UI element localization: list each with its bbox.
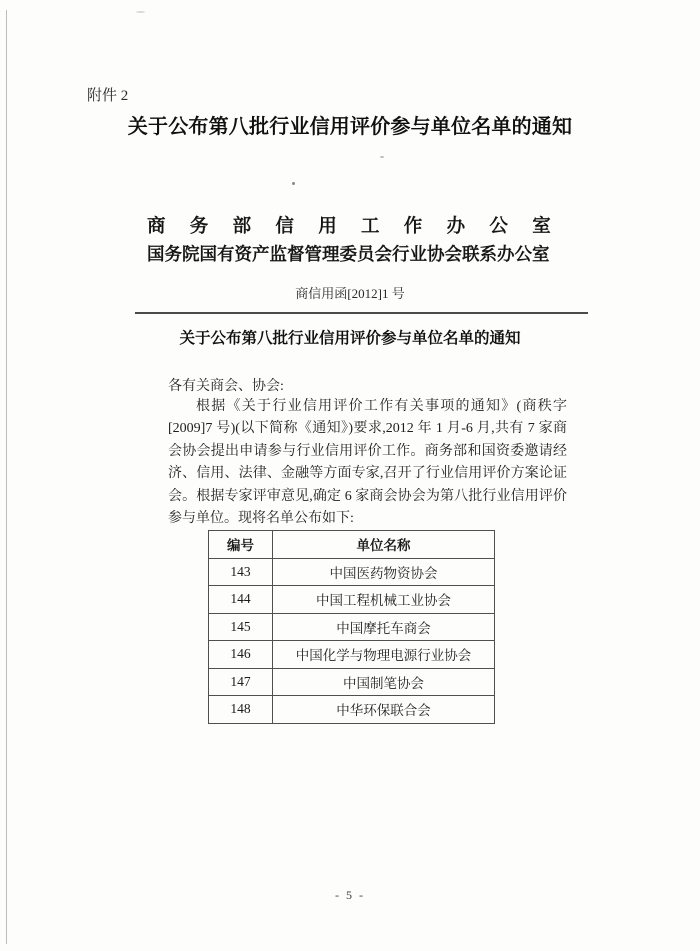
horizontal-rule [135, 312, 588, 314]
scan-edge-line [6, 10, 7, 944]
issuer-block [147, 214, 576, 268]
table-header [209, 531, 495, 559]
table-row [209, 558, 495, 586]
issuer-line-mofcom: 商务部信用工作办公室 [147, 217, 576, 237]
notice-section-title: 关于公布第八批行业信用评价参与单位名单的通知 [179, 330, 521, 347]
attachment-label: 附件 2 [87, 88, 129, 104]
table-body [209, 558, 495, 723]
row-number-cell: 144 [209, 586, 273, 614]
row-number-cell: 147 [209, 668, 273, 696]
row-org-name-cell: 中国工程机械工业协会 [273, 586, 495, 614]
document-reference-number: 商信用函[2012]1 号 [295, 286, 405, 301]
row-number-cell: 148 [209, 696, 273, 724]
row-number-cell: 145 [209, 613, 273, 641]
table-row [209, 613, 495, 641]
row-org-name-cell: 中国医药物资协会 [273, 558, 495, 586]
table-row [209, 586, 495, 614]
row-org-name-cell: 中国制笔协会 [273, 668, 495, 696]
header-cell-number: 编号 [209, 531, 273, 559]
issuer-line-sasac: 国务院国有资产监督管理委员会行业协会联系办公室 [147, 244, 550, 264]
salutation: 各有关商会、协会: [168, 379, 284, 394]
page-number: - 5 - [335, 888, 365, 902]
table-header-row [209, 531, 495, 559]
row-org-name-cell: 中国化学与物理电源行业协会 [273, 641, 495, 669]
row-org-name-cell: 中国摩托车商会 [273, 613, 495, 641]
row-org-name-cell: 中华环保联合会 [273, 696, 495, 724]
table-row [209, 668, 495, 696]
document-main-title: 关于公布第八批行业信用评价参与单位名单的通知 [127, 116, 573, 138]
table-row [209, 641, 495, 669]
scan-speck [136, 11, 145, 13]
scan-speck [380, 156, 384, 158]
body-paragraph: 根据《关于行业信用评价工作有关事项的通知》(商秩字[2009]7 号)(以下简称《通知》)要求,2012 年 1 月-6 月,共有 7 家商会协会提出申请参与行业信用评价工作。商务部和国资委邀请经济、信用、法律、金融等方面专家,召开了行业信用评价方案论证会。根据专家评审意见,确定 6 家商会协会为第八批行业信用评价参与单位。现将名单公布如下: [168, 399, 567, 527]
scan-speck [292, 182, 295, 185]
row-number-cell: 146 [209, 641, 273, 669]
participants-table [208, 530, 495, 724]
table-row [209, 696, 495, 724]
row-number-cell: 143 [209, 558, 273, 586]
header-cell-org-name: 单位名称 [273, 531, 495, 559]
